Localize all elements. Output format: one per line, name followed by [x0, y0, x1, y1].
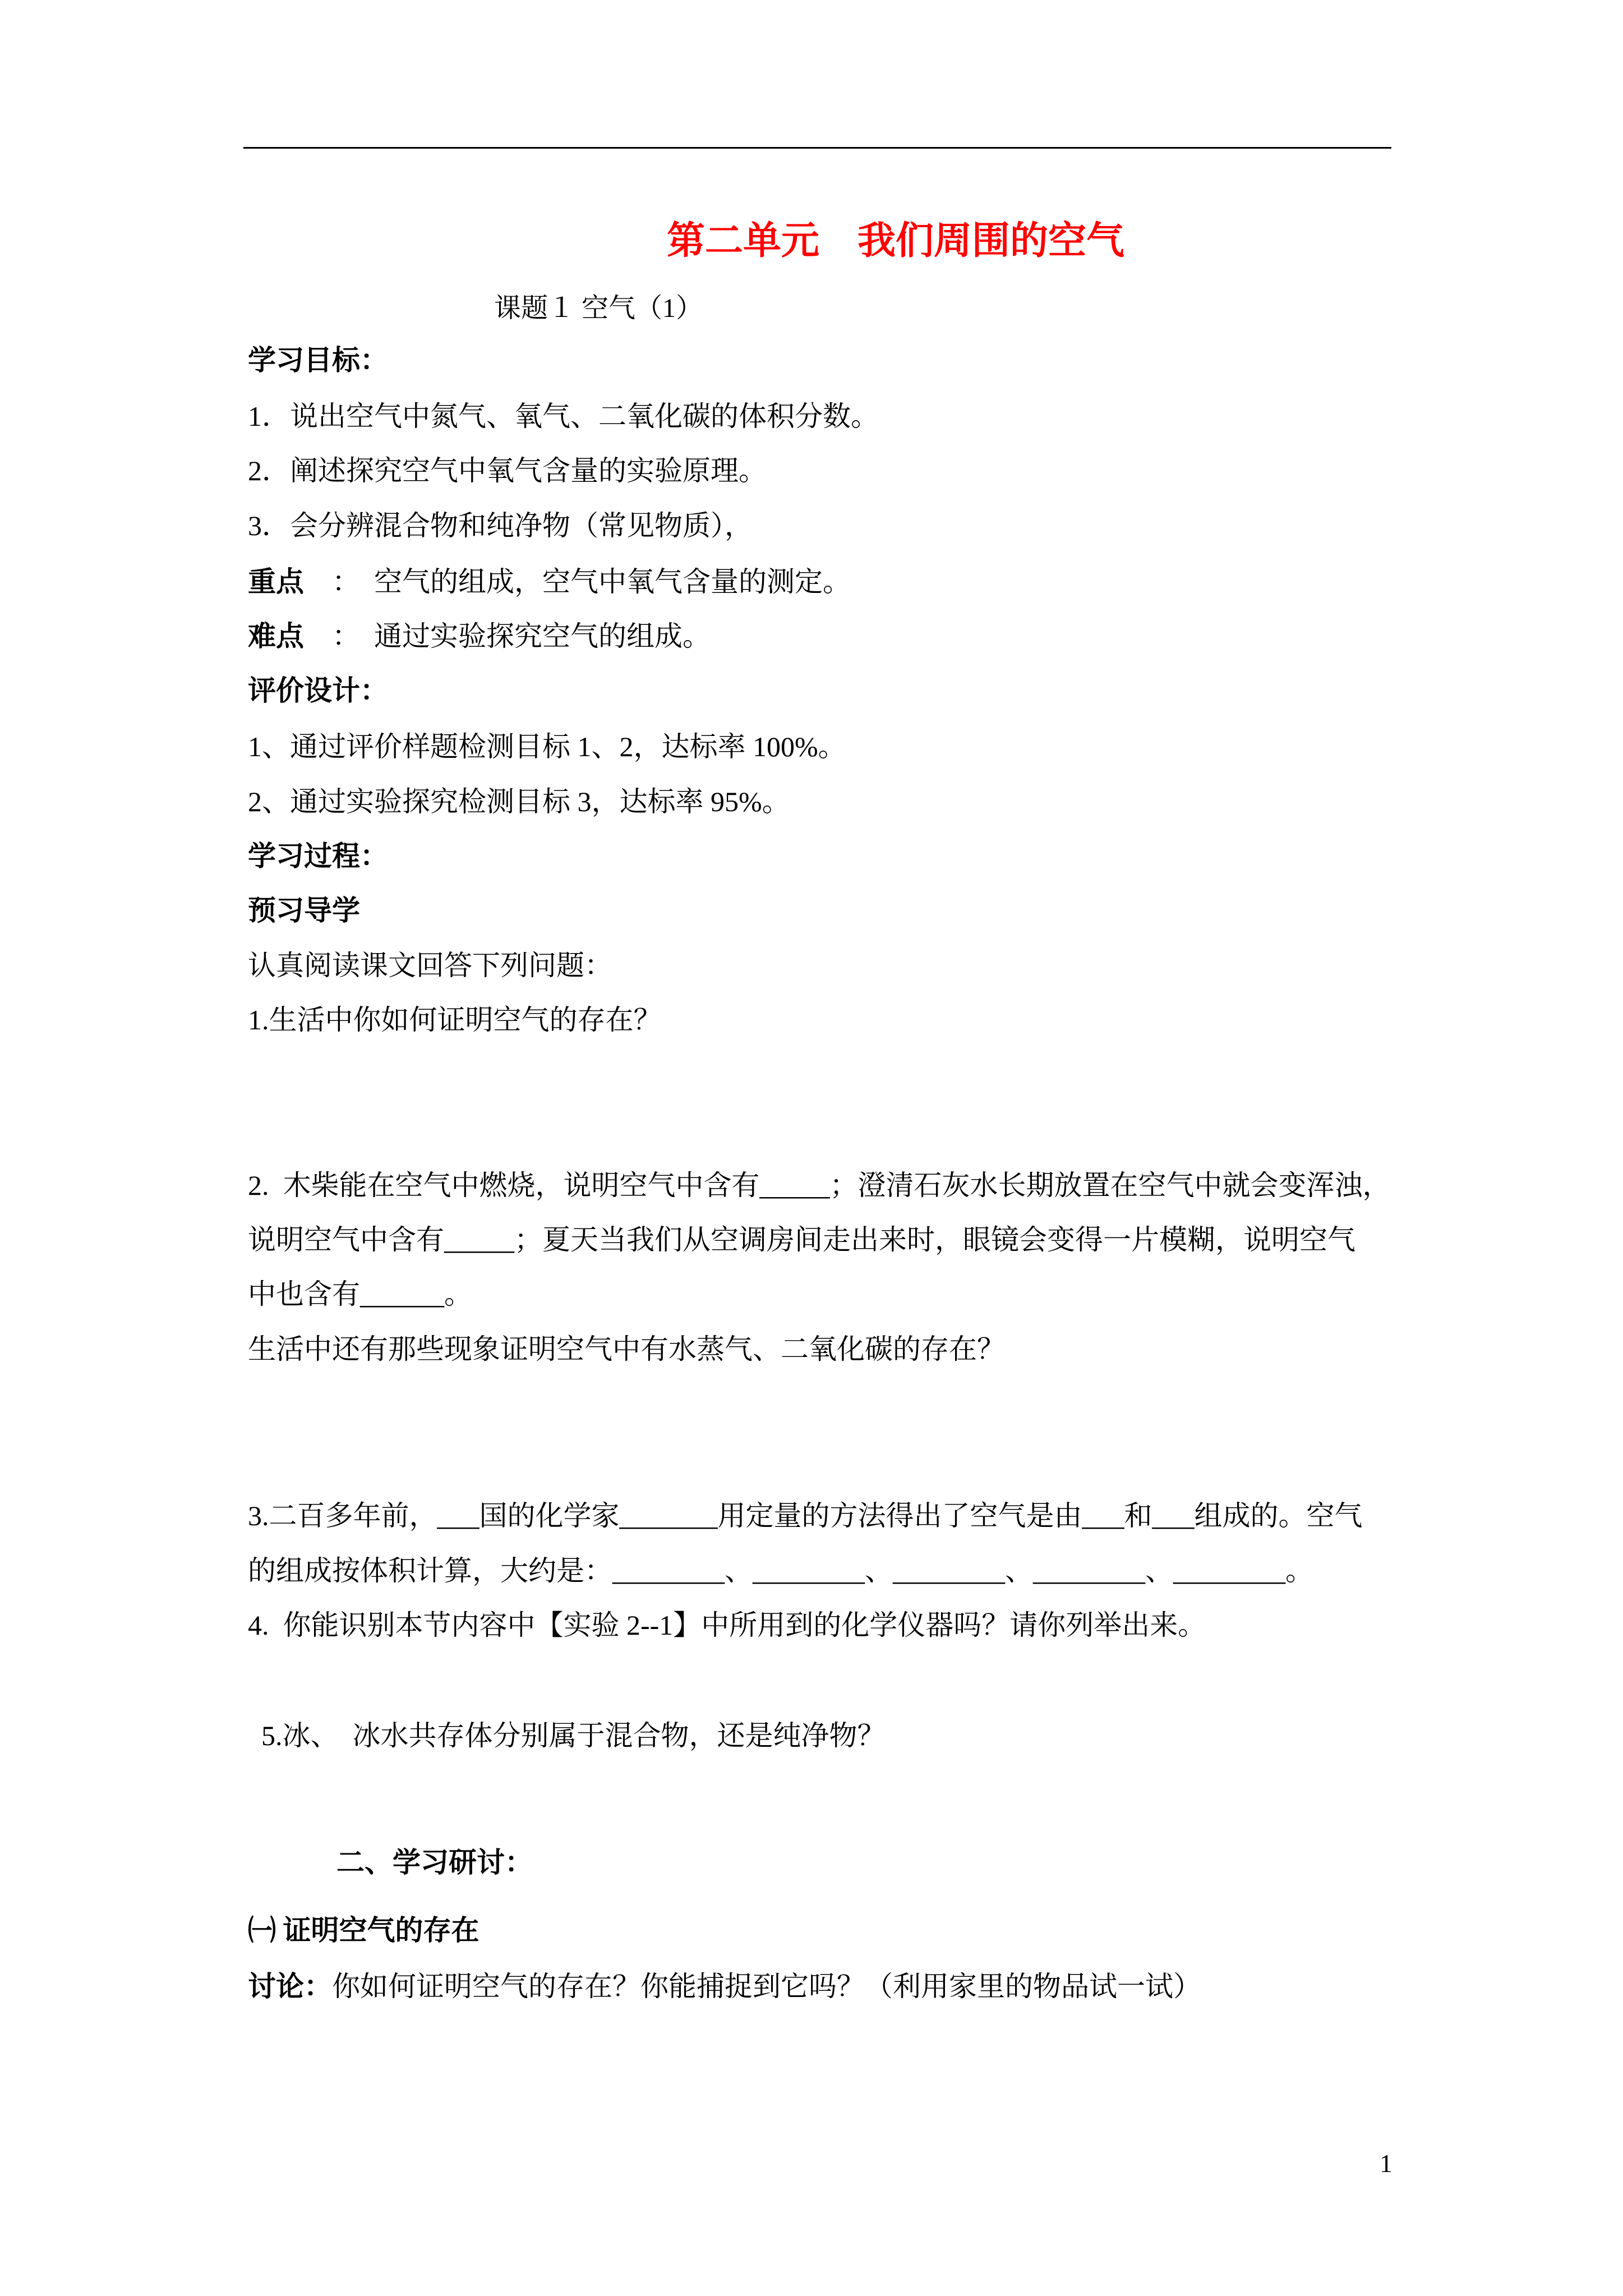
- study-heading: 二、学习研讨：: [336, 1847, 533, 1878]
- discussion-text: 你如何证明空气的存在？你能捕捉到它吗？（利用家里的物品试一试）: [332, 1971, 1201, 2002]
- objective-item: 2．阐述探究空气中氧气含量的实验原理。: [248, 455, 767, 486]
- evaluation-heading: 评价设计：: [248, 675, 388, 706]
- section-1-heading: ㈠ 证明空气的存在: [248, 1915, 479, 1946]
- discussion: [248, 1970, 1601, 2003]
- process-heading: 学习过程：: [248, 840, 388, 872]
- evaluation-item: 2、通过实验探究检测目标 3，达标率 95%。: [248, 786, 790, 817]
- question-2-followup: 生活中还有那些现象证明空气中有水蒸气、二氧化碳的存在？: [248, 1333, 1005, 1365]
- difficulty-label: 难点: [248, 620, 304, 652]
- objective-item: 1．说出空气中氮气、氧气、二氧化碳的体积分数。: [248, 401, 879, 432]
- question-1: 1.生活中你如何证明空气的存在？: [248, 1004, 662, 1036]
- objective-item: 3．会分辨混合物和纯净物（常见物质），: [248, 510, 753, 541]
- evaluation-item: 1、通过评价样题检测目标 1、2，达标率 100%。: [248, 731, 846, 762]
- preview-heading: 预习导学: [248, 895, 360, 926]
- question-5: 5.冰、 冰水共存体分别属于混合物，还是纯净物？: [261, 1720, 886, 1751]
- lesson-subtitle: 课题１ 空气（1）: [494, 293, 703, 323]
- key-point-text: ： 空气的组成，空气中氧气含量的测定。: [304, 566, 851, 597]
- difficulty-point: [248, 619, 1601, 653]
- key-point: [248, 565, 1601, 599]
- unit-title: 第二单元 我们周围的空气: [667, 219, 1125, 262]
- key-point-label: 重点: [248, 566, 304, 597]
- page-number: 1: [1380, 2149, 1393, 2178]
- question-2-line: 中也含有______。: [248, 1278, 472, 1310]
- question-3-line: 的组成按体积计算，大约是：________、________、________、________、________。: [248, 1555, 1313, 1586]
- objectives-heading: 学习目标：: [248, 344, 388, 376]
- question-4: 4. 你能识别本节内容中【实验 2--1】中所用到的化学仪器吗？请你列举出来。: [248, 1609, 1206, 1641]
- difficulty-text: ： 通过实验探究空气的组成。: [304, 620, 711, 652]
- question-3-line: 3.二百多年前，___国的化学家_______用定量的方法得出了空气是由___和___组成的。空气: [248, 1500, 1363, 1531]
- question-2-line: 说明空气中含有_____；夏天当我们从空调房间走出来时，眼镜会变得一片模糊，说明空气: [248, 1224, 1355, 1255]
- header-rule: [243, 147, 1391, 149]
- preview-intro: 认真阅读课文回答下列问题：: [248, 950, 612, 981]
- discussion-label: 讨论：: [248, 1971, 332, 2002]
- question-2-line: 2. 木柴能在空气中燃烧，说明空气中含有_____；澄清石灰水长期放置在空气中就会变浑浊，: [248, 1170, 1391, 1201]
